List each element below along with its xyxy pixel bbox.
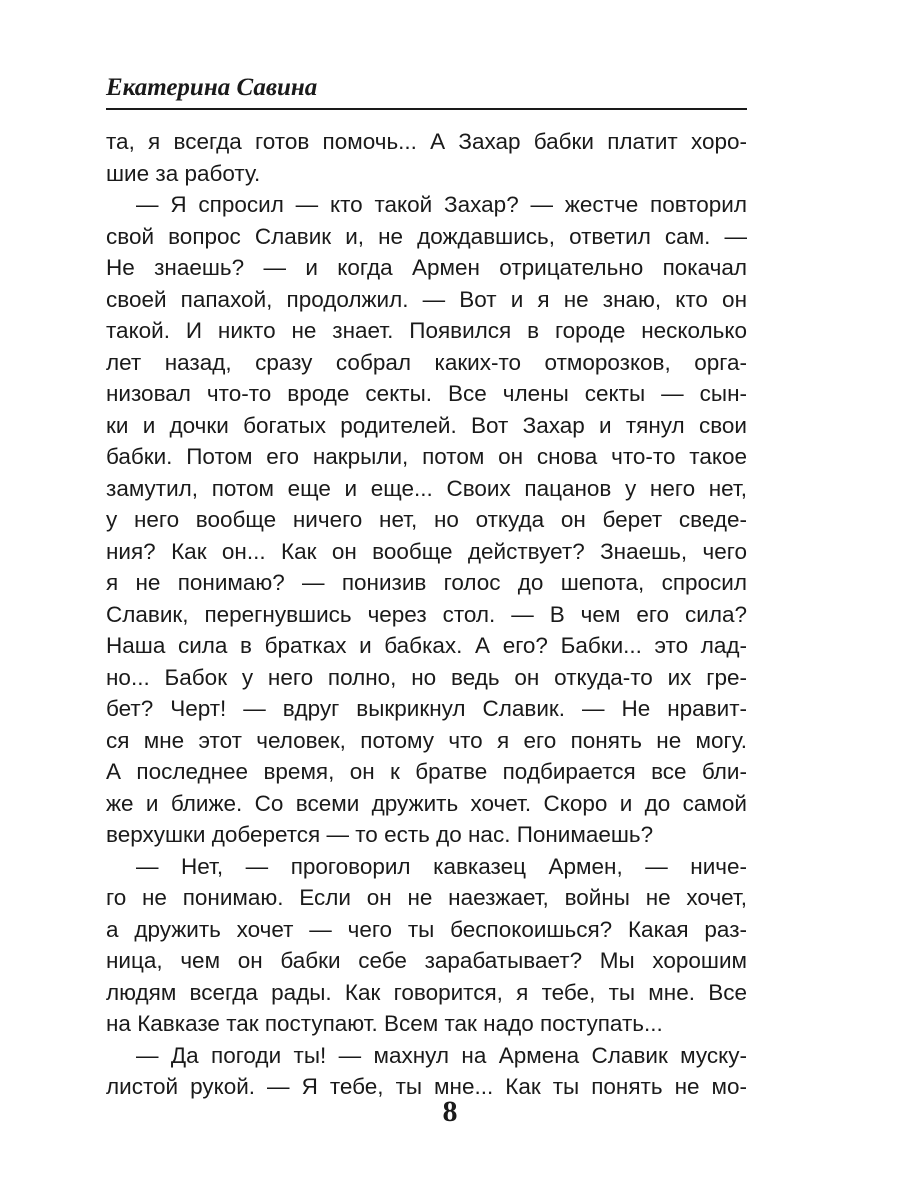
text-line: — Нет, — проговорил кавказец Армен, — ниче- xyxy=(136,853,747,879)
page-number: 8 xyxy=(442,1095,458,1128)
text-line: го не понимаю. Если он не наезжает, войны не хочет, xyxy=(106,885,747,910)
text-line: людям всегда рады. Как говорится, я тебе, ты мне. Все xyxy=(106,979,747,1005)
text-line: — Да погоди ты! — махнул на Армена Славик муску- xyxy=(136,1042,747,1068)
text-line: листой рукой. — Я тебе, ты мне... Как ты понять не мо- xyxy=(106,1074,747,1099)
text-line: Не знаешь? — и когда Армен отрицательно покачал xyxy=(106,255,747,280)
running-head-author: Екатерина Савина xyxy=(106,74,318,101)
text-line: бабки. Потом его накрыли, потом он снова что-то такое xyxy=(106,444,747,469)
header-rule xyxy=(106,108,747,110)
text-line: Наша сила в братках и бабках. А его? Бабки... это лад- xyxy=(106,633,747,658)
page-body-text xyxy=(106,126,747,1103)
text-line: свой вопрос Славик и, не дождавшись, ответил сам. — xyxy=(106,223,747,249)
text-line: ки и дочки богатых родителей. Вот Захар и тянул свои xyxy=(106,412,747,438)
text-line: Славик, перегнувшись через стол. — В чем его сила? xyxy=(106,601,747,627)
text-line: ница, чем он бабки себе зарабатывает? Мы хорошим xyxy=(106,948,747,973)
text-line: — Я спросил — кто такой Захар? — жестче повторил xyxy=(136,192,747,217)
text-line: замутил, потом еще и еще... Своих пацанов у него нет, xyxy=(106,475,747,501)
text-line: на Кавказе так поступают. Всем так надо поступать... xyxy=(106,1011,663,1036)
text-line: та, я всегда готов помочь... А Захар бабки платит хоро- xyxy=(106,129,747,154)
text-line: своей папахой, продолжил. — Вот и я не знаю, кто он xyxy=(106,286,747,312)
text-line: верхушки доберется — то есть до нас. Понимаешь? xyxy=(106,822,654,847)
text-line: ния? Как он... Как он вообще действует? Знаешь, чего xyxy=(106,538,747,564)
text-line: я не понимаю? — понизив голос до шепота, спросил xyxy=(106,570,747,595)
text-line: шие за работу. xyxy=(106,160,261,186)
text-line: лет назад, сразу собрал каких-то отморозков, орга- xyxy=(106,349,747,375)
text-line: низовал что-то вроде секты. Все члены секты — сын- xyxy=(106,381,747,406)
text-line: А последнее время, он к братве подбирается все бли- xyxy=(106,759,747,784)
text-line: а дружить хочет — чего ты беспокоишься? Какая раз- xyxy=(106,916,747,942)
text-line: же и ближе. Со всеми дружить хочет. Скоро и до самой xyxy=(106,790,747,816)
text-line: но... Бабок у него полно, но ведь он откуда-то их гре- xyxy=(106,664,747,690)
text-line: бет? Черт! — вдруг выкрикнул Славик. — Не нравит- xyxy=(106,696,747,721)
text-line: такой. И никто не знает. Появился в городе несколько xyxy=(106,318,747,343)
text-line: ся мне этот человек, потому что я его понять не могу. xyxy=(106,727,747,753)
text-line: у него вообще ничего нет, но откуда он берет сведе- xyxy=(106,507,747,532)
